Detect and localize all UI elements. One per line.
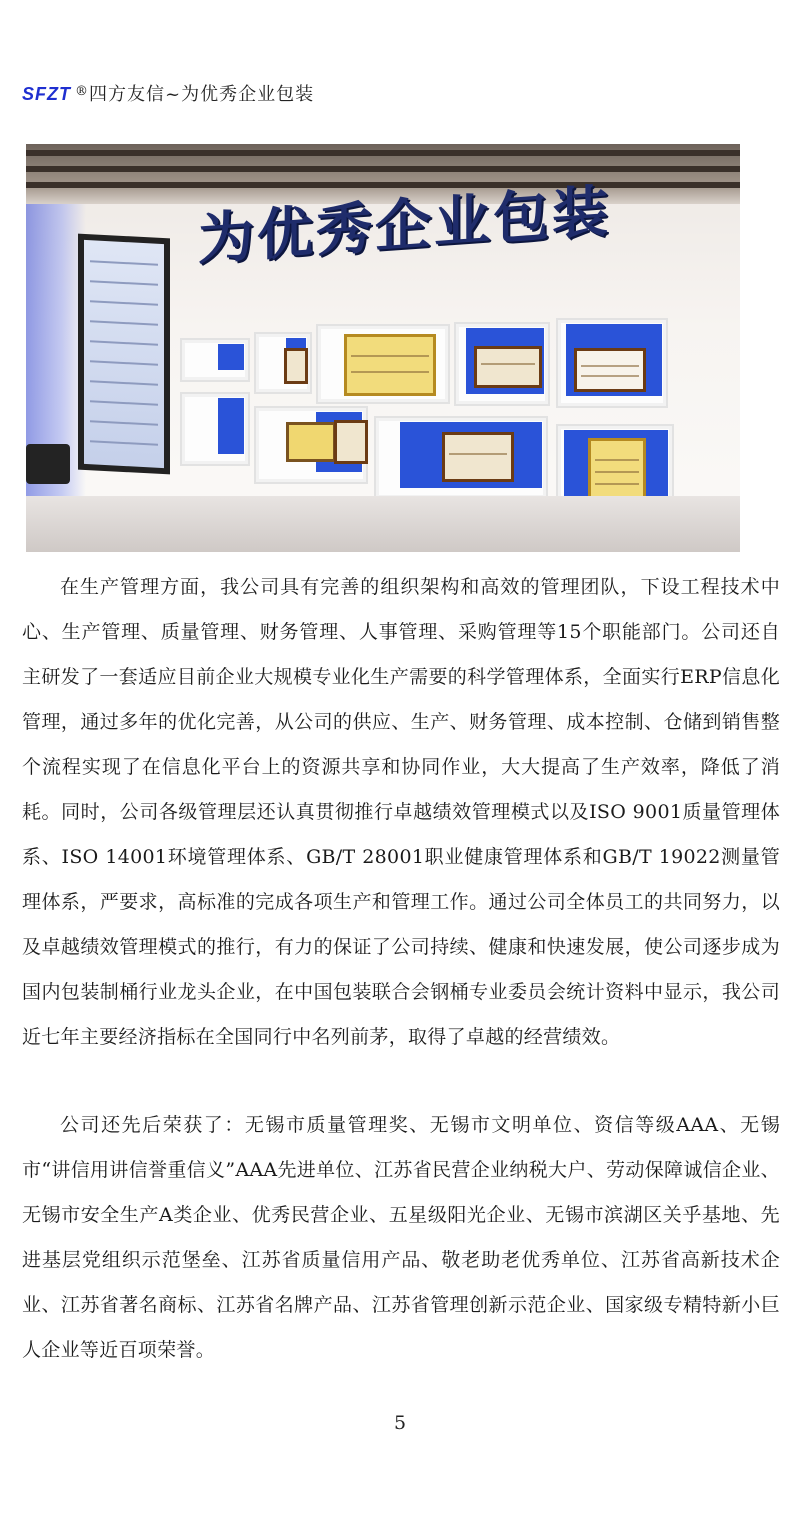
display-cabinet xyxy=(454,322,550,406)
body-paragraph-2: 公司还先后荣获了：无锡市质量管理奖、无锡市文明单位、资信等级AAA、无锡市“讲信用讲信誉重信义”AAA先进单位、江苏省民营企业纳税大户、劳动保障诚信企业、无锡市安全生产A类企业、优秀民营企业、五星级阳光企业、无锡市滨湖区关乎基地、先进基层党组织示范堡垒、江苏省质量信用产品、敬老助老优秀单位、江苏省高新技术企业、江苏省著名商标、江苏省名牌产品、江苏省管理创新示范企业、国家级专精特新小巨人企业等近百项荣誉。 xyxy=(22,1114,780,1361)
body-paragraph-1: 在生产管理方面，我公司具有完善的组织架构和高效的管理团队，下设工程技术中心、生产管理、质量管理、财务管理、人事管理、采购管理等15个职能部门。公司还自主研发了一套适应目前企业大规模专业化生产需要的科学管理体系，全面实行ERP信息化管理，通过多年的优化完善，从公司的供应、生产、财务管理、成本控制、仓储到销售整个流程实现了在信息化平台上的资源共享和协同作业，大大提高了生产效率，降低了消耗。同时，公司各级管理层还认真贯彻推行卓越绩效管理模式以及ISO 9001质量管理体系、ISO 14001环境管理体系、GB/T 28001职业健康管理体系和GB/T 19022测量管理体系，严要求，高标准的完成各项生产和管理工作。通过公司全体员工的共同努力，以及卓越绩效管理模式的推行，有力的保证了公司持续、健康和快速发展，使公司逐步成为国内包装制桶行业龙头企业，在中国包装联合会钢桶专业委员会统计资料中显示，我公司近七年主要经济指标在全国同行中名列前茅，取得了卓越的经营绩效。 xyxy=(22,576,780,1048)
award-plaque xyxy=(334,420,368,464)
dark-bench xyxy=(26,444,70,484)
display-cabinet xyxy=(254,406,368,484)
display-cabinet xyxy=(180,338,250,382)
display-cabinet xyxy=(180,392,250,466)
page-header xyxy=(22,80,314,106)
display-cabinet xyxy=(316,324,450,404)
floor xyxy=(26,496,740,552)
wall-slogan-text: 为优秀企业包装 xyxy=(198,179,611,273)
page-number: 5 xyxy=(393,1412,407,1434)
brand-logo-text: SFZT xyxy=(22,84,71,104)
award-plaque xyxy=(344,334,436,396)
registered-mark: ® xyxy=(75,84,88,99)
showroom-photo xyxy=(26,144,740,552)
info-board xyxy=(78,234,170,475)
header-slogan: 四方友信~为优秀企业包装 xyxy=(89,84,315,105)
display-cabinet xyxy=(556,318,668,408)
award-plaque xyxy=(574,348,646,392)
award-plaque xyxy=(474,346,542,388)
award-plaque xyxy=(442,432,514,482)
award-plaque xyxy=(286,422,336,462)
display-cabinet xyxy=(254,332,312,394)
display-cabinet xyxy=(374,416,548,500)
